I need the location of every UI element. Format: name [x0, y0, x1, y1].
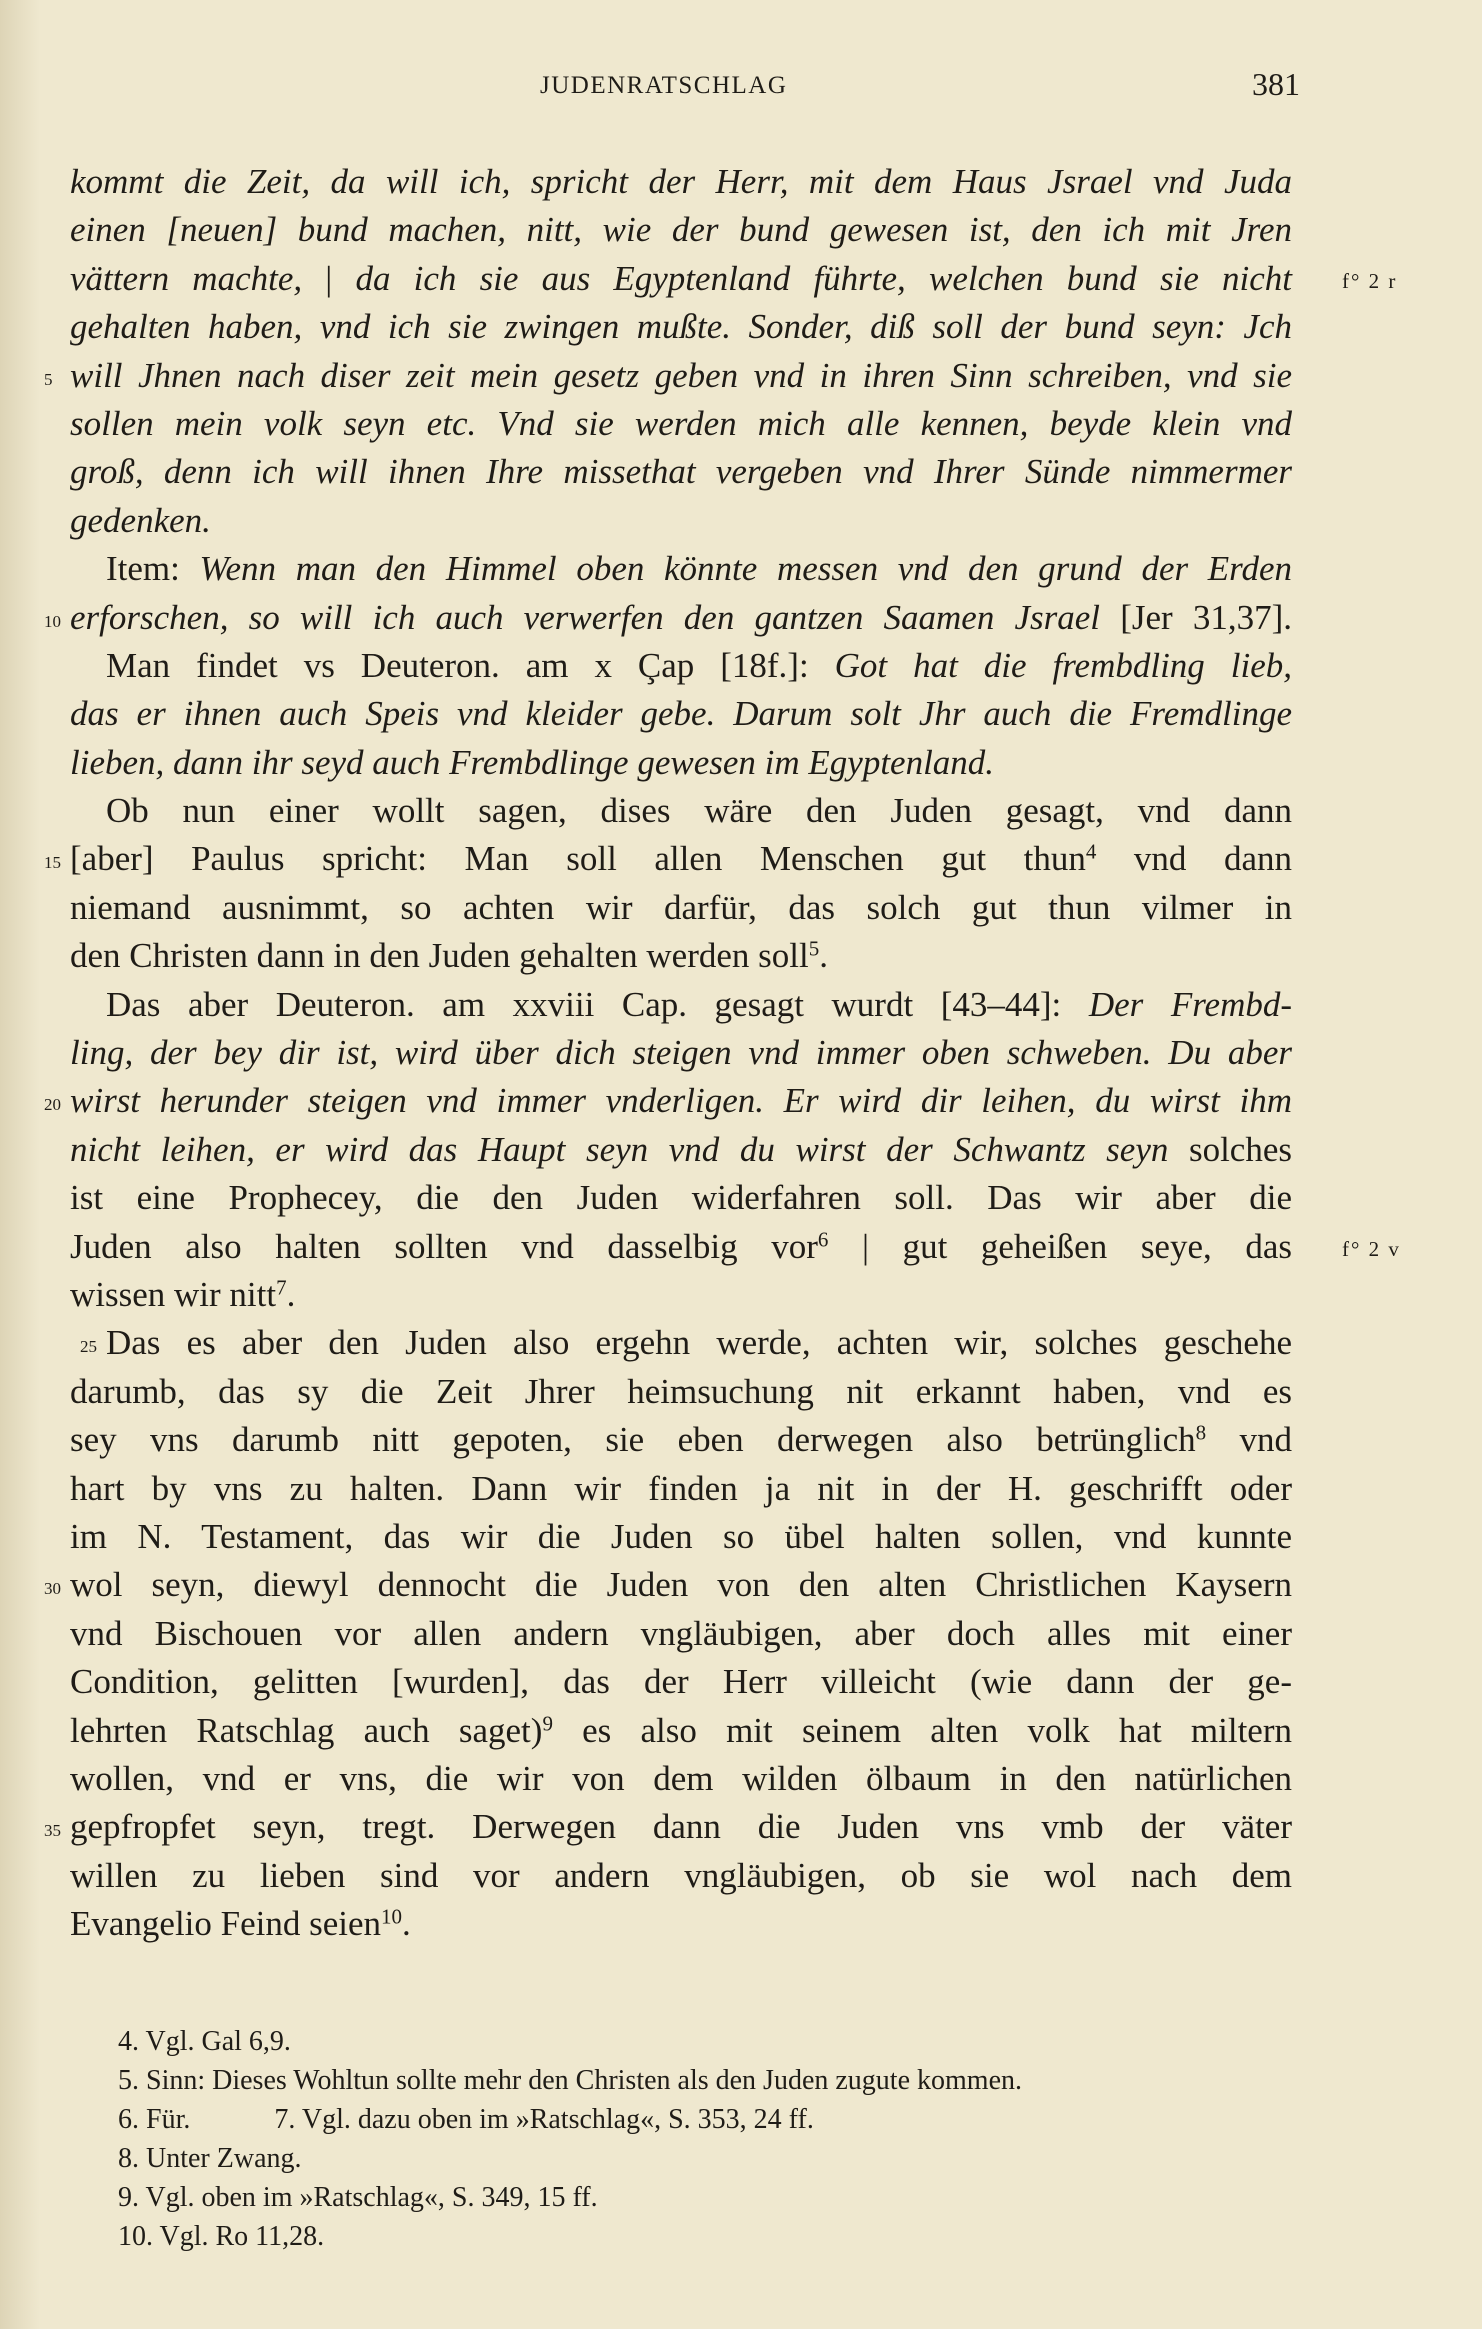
text-line — [70, 1416, 1292, 1464]
roman-text: den Christen dann in den Juden gehalten werden soll — [70, 936, 809, 976]
italic-text: vättern machte, — [70, 258, 326, 298]
text-line — [44, 835, 1292, 883]
text-line — [70, 1513, 1292, 1561]
italic-text: nicht leihen, er wird das Haupt seyn vnd du wirst der Schwantz seyn — [70, 1129, 1169, 1169]
text-line — [70, 448, 1292, 496]
roman-text: Das es aber den Juden also ergehn werde, achten wir, solches geschehe — [106, 1323, 1292, 1363]
italic-text: wirst herunder steigen vnd immer vnderligen. Er wird dir leihen, du wirst ihm — [70, 1081, 1292, 1121]
roman-text: ist eine Prophecey, die den Juden widerfahren soll. Das wir aber die — [70, 1178, 1292, 1218]
italic-text: das er ihnen auch Speis vnd kleider gebe. Darum solt Jhr auch die Fremdlinge — [70, 694, 1292, 734]
roman-text: | gut geheißen seye, das — [828, 1226, 1293, 1266]
roman-text: gepfropfet seyn, tregt. Derwegen dann die Juden vns vmb der väter — [70, 1807, 1292, 1847]
text-line — [70, 1610, 1292, 1658]
italic-text: einen [neuen] bund machen, nitt, wie der bund gewesen ist, den ich mit Jren — [70, 210, 1292, 250]
roman-text: es also mit seinem alten volk hat miltern — [552, 1710, 1292, 1750]
text-line — [70, 1223, 1401, 1271]
roman-text: wissen wir nitt — [70, 1274, 277, 1314]
roman-text: willen zu lieben sind vor andern vngläubigen, ob sie wol nach dem — [70, 1855, 1292, 1895]
text-line — [70, 884, 1292, 932]
text-line — [70, 1852, 1292, 1900]
footnote: 10. Vgl. Ro 11,28. — [118, 2221, 325, 2252]
text-line — [70, 690, 1292, 738]
footnote — [118, 2100, 1318, 2139]
footnote-part: 6. Für. — [118, 2104, 191, 2135]
roman-text: Item: — [106, 549, 200, 589]
text-line — [70, 1755, 1292, 1803]
italic-text: Wenn man den Himmel oben könnte messen vnd den grund der Erden — [199, 549, 1293, 589]
italic-text: erforschen, so will ich auch verwerfen den gantzen Saamen Jsrael — [70, 597, 1101, 637]
roman-text: sey vns darumb nitt gepoten, sie eben derwegen also betrünglich — [70, 1420, 1196, 1460]
roman-text: Juden also halten sollten vnd dasselbig vor — [70, 1226, 818, 1266]
roman-text: im N. Testament, das wir die Juden so übel halten sollen, vnd kunnte — [70, 1516, 1292, 1556]
footnote-ref: 4 — [1085, 839, 1097, 864]
text-line — [70, 1126, 1292, 1174]
roman-text: wol seyn, diewyl dennocht die Juden von den alten Christlichen Kaysern — [70, 1565, 1292, 1605]
italic-text: Got hat die frembdling lieb, — [834, 645, 1292, 685]
text-line — [44, 352, 1292, 400]
line-number: 30 — [44, 1579, 61, 1599]
running-header — [70, 66, 1300, 110]
line-number: 10 — [44, 611, 61, 631]
folio-break-bar: | — [325, 258, 333, 298]
text-line — [70, 1319, 1292, 1367]
italic-text: lieben, dann ihr seyd auch Frembdlinge gewesen im Egyptenland. — [70, 742, 995, 782]
text-line — [44, 1077, 1292, 1125]
roman-text: hart by vns zu halten. Dann wir finden ja nit in der H. geschrifft oder — [70, 1468, 1292, 1508]
roman-text: [aber] Paulus spricht: Man soll allen Menschen gut thun — [70, 839, 1086, 879]
footnote-ref: 6 — [817, 1227, 829, 1252]
italic-text: ling, der bey dir ist, wird über dich steigen vnd immer oben schweben. Du aber — [70, 1033, 1292, 1073]
footnote-part: 7. Vgl. dazu oben im »Ratschlag«, S. 353, 24 ff. — [274, 2104, 814, 2135]
text-line — [70, 206, 1292, 254]
running-title: JUDENRATSCHLAG — [540, 72, 788, 99]
roman-text: Das aber Deuteron. am xxviii Cap. gesagt wurdt [43–44]: — [106, 984, 1089, 1024]
roman-text: vnd Bischouen vor allen andern vngläubigen, aber doch alles mit einer — [70, 1613, 1292, 1653]
roman-text: Man findet vs Deuteron. am x Çap [18f.]: — [106, 645, 835, 685]
text-line — [70, 981, 1292, 1029]
page-gutter-shadow — [0, 0, 40, 2329]
text-line — [70, 497, 1292, 545]
footnote: 8. Unter Zwang. — [118, 2143, 302, 2174]
text-line — [70, 1271, 1292, 1319]
roman-text: darumb, das sy die Zeit Jhrer heimsuchung nit erkannt haben, vnd es — [70, 1371, 1292, 1411]
folio-marker: f° 2 r — [1342, 268, 1398, 293]
footnote-ref: 10 — [381, 1904, 403, 1929]
text-line — [70, 1658, 1292, 1706]
italic-text: gehalten haben, vnd ich sie zwingen mußte. Sonder, diß soll der bund seyn: Jch — [70, 307, 1292, 347]
text-line — [70, 303, 1292, 351]
roman-text: niemand ausnimmt, so achten wir darfür, das solch gut thun vilmer in — [70, 887, 1292, 927]
text-line — [70, 158, 1292, 206]
page-number: 381 — [1252, 66, 1300, 102]
roman-text: . — [402, 1904, 411, 1944]
text-line — [70, 1465, 1292, 1513]
italic-text: will Jhnen nach diser zeit mein gesetz geben vnd in ihren Sinn schreiben, vnd sie — [70, 355, 1292, 395]
roman-text: lehrten Ratschlag auch saget) — [70, 1710, 543, 1750]
roman-text: [Jer 31,37]. — [1100, 597, 1292, 637]
text-line — [70, 1174, 1292, 1222]
footnote-ref: 8 — [1195, 1420, 1207, 1445]
text-line — [70, 787, 1292, 835]
footnote: 9. Vgl. oben im »Ratschlag«, S. 349, 15 ff. — [118, 2182, 598, 2213]
text-line — [44, 594, 1292, 642]
roman-text: vnd dann — [1096, 839, 1292, 879]
roman-text: Condition, gelitten [wurden], das der Herr villeicht (wie dann der ge- — [70, 1662, 1292, 1702]
text-line — [70, 255, 1398, 303]
text-line — [70, 739, 1292, 787]
roman-text: wollen, vnd er vns, die wir von dem wilden ölbaum in den natürlichen — [70, 1758, 1292, 1798]
text-line — [70, 1029, 1292, 1077]
italic-text: Der Frembd- — [1088, 984, 1293, 1024]
body-text — [44, 158, 1401, 1948]
folio-marker: f° 2 v — [1342, 1236, 1401, 1261]
text-line — [70, 932, 1292, 980]
italic-text: gedenken. — [70, 500, 211, 540]
text-line — [70, 1900, 1292, 1948]
footnote-ref: 7 — [276, 1275, 287, 1300]
text-line — [44, 1561, 1292, 1609]
italic-text: da ich sie aus Egyptenland führte, welchen bund sie nicht — [332, 258, 1292, 298]
italic-text: groß, denn ich will ihnen Ihre missethat vergeben vnd Ihrer Sünde nimmermer — [70, 452, 1292, 492]
line-number: 35 — [44, 1821, 61, 1841]
footnote-ref: 5 — [808, 936, 820, 961]
footnote: 4. Vgl. Gal 6,9. — [118, 2026, 291, 2057]
roman-text: solches — [1168, 1129, 1292, 1169]
line-number: 5 — [44, 369, 53, 389]
line-number: 15 — [44, 853, 61, 873]
text-line — [70, 400, 1292, 448]
roman-text: Evangelio Feind seien — [70, 1904, 382, 1944]
line-number: 25 — [80, 1337, 97, 1357]
text-line — [70, 1707, 1292, 1755]
footnote: 5. Sinn: Dieses Wohltun sollte mehr den Christen als den Juden zugute kommen. — [118, 2065, 1022, 2096]
footnote-ref: 9 — [542, 1710, 553, 1735]
text-line — [70, 642, 1292, 690]
text-line — [70, 1368, 1292, 1416]
roman-text: . — [819, 936, 828, 976]
italic-text: sollen mein volk seyn etc. Vnd sie werden mich alle kennen, beyde klein vnd — [70, 403, 1292, 443]
text-line — [44, 1803, 1292, 1851]
roman-text: Ob nun einer wollt sagen, dises wäre den Juden gesagt, vnd dann — [106, 791, 1292, 831]
line-number: 20 — [44, 1095, 61, 1115]
italic-text: kommt die Zeit, da will ich, spricht der Herr, mit dem Haus Jsrael vnd Juda — [70, 162, 1292, 201]
roman-text: . — [286, 1274, 296, 1314]
roman-text: vnd — [1206, 1420, 1293, 1460]
footnotes — [118, 2022, 1318, 2256]
text-line — [70, 545, 1292, 593]
